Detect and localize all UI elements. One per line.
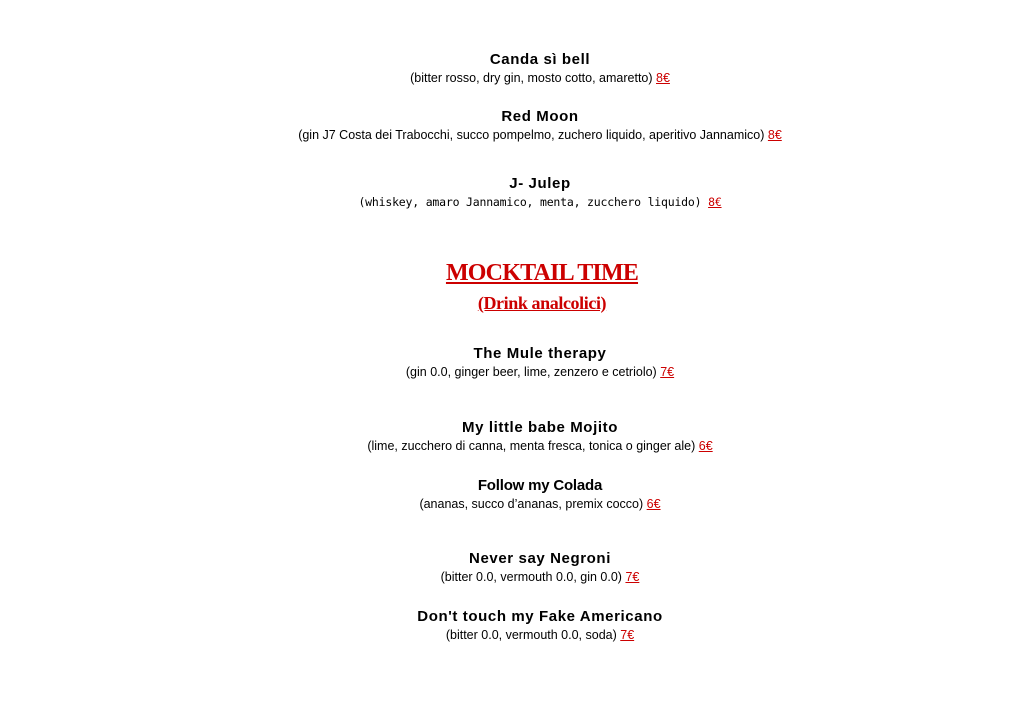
menu-item-mojito (0, 419, 1024, 454)
drink-ingredients: (gin 0.0, ginger beer, lime, zenzero e cetriolo) (405, 365, 657, 379)
drink-price: 8€ (767, 128, 782, 142)
drink-name: Follow my Colada (477, 477, 603, 494)
menu-item-mule-therapy (0, 345, 1024, 380)
drink-name: J- Julep (509, 175, 571, 192)
drink-ingredients-line (0, 627, 1024, 643)
drink-price: 6€ (698, 439, 713, 453)
drink-ingredients-line (0, 438, 1024, 454)
menu-item-negroni (0, 550, 1024, 585)
drink-ingredients-line (0, 496, 1024, 512)
drink-ingredients: (ananas, succo d’ananas, premix cocco) (419, 497, 644, 511)
drink-name: My little babe Mojito (462, 419, 618, 436)
menu-item-red-moon (0, 108, 1024, 143)
drink-price: 7€ (625, 570, 640, 584)
section-title: MOCKTAIL TIME (445, 260, 639, 286)
drink-ingredients: (bitter 0.0, vermouth 0.0, gin 0.0) (440, 570, 622, 584)
drink-ingredients-line (0, 194, 1024, 210)
drink-ingredients-line (0, 70, 1024, 86)
drink-ingredients-line (0, 569, 1024, 585)
drink-price: 6€ (646, 497, 661, 511)
drink-price: 8€ (708, 195, 722, 209)
section-subtitle: (Drink analcolici) (477, 293, 607, 313)
drink-price: 7€ (660, 365, 675, 379)
menu-item-americano (0, 608, 1024, 643)
drink-name: Don't touch my Fake Americano (417, 608, 663, 625)
drink-price: 8€ (656, 71, 670, 85)
menu-item-colada (0, 477, 1024, 512)
drink-name: Canda sì bell (489, 51, 591, 68)
drink-name: Red Moon (501, 108, 579, 125)
drink-name: The Mule therapy (473, 345, 607, 362)
drink-ingredients: (whiskey, amaro Jannamico, menta, zucchero liquido) (358, 195, 702, 209)
drink-ingredients: (lime, zucchero di canna, menta fresca, tonica o ginger ale) (367, 439, 696, 453)
drink-ingredients-line (0, 127, 1024, 143)
drink-name: Never say Negroni (469, 550, 611, 567)
drink-ingredients: (gin J7 Costa dei Trabocchi, succo pompelmo, zuchero liquido, aperitivo Jannamico) (298, 128, 765, 142)
drink-ingredients-line (0, 364, 1024, 380)
drink-price: 7€ (620, 628, 635, 642)
menu-item-canda-si-bell (0, 51, 1024, 86)
menu-item-j-julep (0, 175, 1024, 210)
drink-ingredients: (bitter 0.0, vermouth 0.0, soda) (445, 628, 617, 642)
drink-ingredients: (bitter rosso, dry gin, mosto cotto, amaretto) (410, 71, 653, 85)
